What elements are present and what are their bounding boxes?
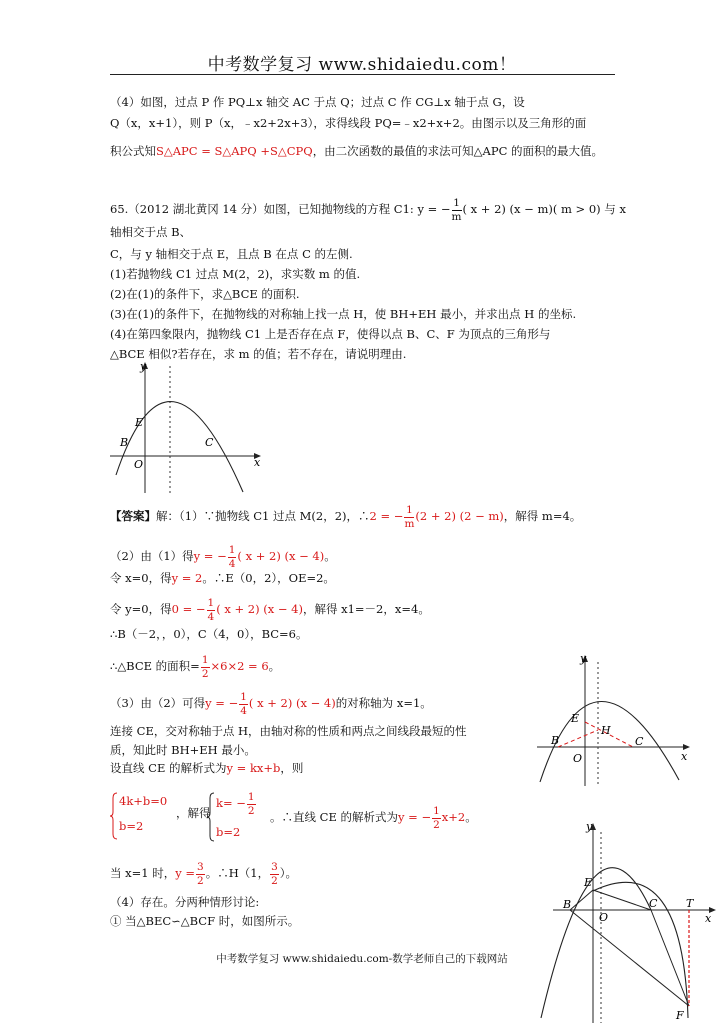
page-footer: 中考数学复习 www.shidaiedu.com-数学老师自己的下载网站 — [216, 953, 508, 965]
label-x: x — [705, 912, 712, 925]
answer-3 — [110, 572, 335, 586]
eq-part: ( x + 2) (x − 4) — [237, 549, 325, 563]
equation — [398, 805, 466, 831]
p4-line-1: （4）如图，过点 P 作 PQ⊥x 轴交 AC 于点 Q；过点 C 作 CG⊥x 轴于点 G，设 — [110, 95, 525, 109]
denominator: 4 — [240, 704, 247, 717]
q65-line-3: C，与 y 轴相交于点 E，且点 B 在点 C 的左侧. — [110, 247, 353, 261]
label-x: x — [681, 750, 688, 763]
answer-12: （4）存在。分两种情形讨论: — [110, 895, 260, 909]
figure-parabola-3 — [533, 818, 723, 1024]
equation — [200, 654, 269, 680]
fraction — [228, 545, 237, 569]
denominator: m — [451, 210, 462, 223]
fraction — [239, 692, 248, 716]
parabola-left — [541, 868, 651, 1018]
label-c: C — [205, 436, 214, 449]
q65-part-4-cont: △BCE 相似?若存在，求 m 的值；若不存在，请说明理由. — [110, 347, 407, 361]
fraction — [432, 806, 441, 830]
eq-part: y = — [175, 866, 196, 880]
page-header: 中考数学复习 www.shidaiedu.com！ — [207, 55, 517, 75]
area-formula: S△APC = S△APQ +S△CPQ — [156, 144, 313, 158]
numerator: 1 — [240, 691, 247, 703]
label-b: B — [120, 436, 129, 449]
numerator: 1 — [406, 504, 413, 516]
system1-eq1: 4k+b=0 — [119, 794, 168, 808]
fraction — [196, 862, 205, 886]
numerator: 1 — [433, 805, 440, 817]
fraction — [452, 198, 462, 222]
answer-text: 当 x=1 时， — [110, 866, 176, 880]
numerator: 1 — [228, 544, 236, 556]
eq-part: ×6×2 = 6 — [210, 659, 269, 673]
denominator: 4 — [228, 557, 236, 570]
fraction — [404, 505, 414, 529]
label-y: y — [586, 820, 593, 833]
eq-part: y = − — [193, 549, 227, 563]
numerator: 1 — [247, 791, 255, 803]
fraction — [207, 598, 216, 622]
denominator: 2 — [197, 874, 204, 887]
eq-part: ( x + 2) (x − 4) — [216, 602, 303, 616]
answer-tag: 【答案】 — [110, 509, 156, 523]
label-c: C — [635, 735, 644, 748]
equation — [175, 861, 205, 887]
equation — [205, 691, 336, 717]
answer-9: 质，知此时 BH+EH 最小。 — [110, 743, 256, 757]
answer-text: 设直线 CE 的解析式为 — [110, 761, 227, 775]
label-b: B — [551, 734, 560, 747]
numerator: 1 — [207, 597, 215, 609]
answer-2 — [110, 545, 336, 569]
label-y: y — [580, 652, 587, 665]
eq-part: 0 = − — [171, 602, 206, 616]
p4-line-2: Q（x，x+1），则 P（x，﹣x2+2x+3），求得线段 PQ=﹣x2+x+2。由图示以及三角形的面 — [110, 116, 587, 130]
answer-4 — [110, 598, 430, 622]
answer-text: 。 — [268, 659, 281, 673]
equation — [269, 861, 280, 887]
label-c: C — [649, 897, 658, 910]
eq-part: 2 = − — [369, 509, 404, 523]
fraction — [201, 655, 210, 679]
answer-text: 。 — [465, 810, 477, 824]
equation — [193, 544, 325, 570]
brace-icon — [207, 792, 215, 842]
equation — [171, 597, 303, 623]
eq-part: k= − — [216, 796, 246, 810]
label-o: O — [134, 458, 144, 471]
q65-text-b: ( x + 2) (x − m)( m > 0) 与 x — [462, 202, 626, 216]
fraction — [270, 862, 279, 886]
equation: y = 2 — [171, 571, 203, 585]
denominator: 2 — [247, 804, 255, 817]
answer-text: ，解得 m=4。 — [503, 509, 582, 523]
answer-text: ）。 — [279, 866, 298, 880]
answer-6 — [110, 655, 280, 679]
q65-part-3: (3)在(1)的条件下，在抛物线的对称轴上找一点 H，使 BH+EH 最小，并求出点 H 的坐标. — [110, 307, 577, 321]
numerator: 1 — [453, 197, 460, 209]
q65-line-1 — [110, 198, 626, 222]
answer-text: 解：（1）∵抛物线 C1 过点 M(2，2)，∴ — [156, 509, 370, 523]
answer-text: ∴△BCE 的面积= — [110, 659, 200, 673]
answer-text: ，则 — [280, 761, 304, 775]
answer-text: 的对称轴为 x=1。 — [335, 696, 432, 710]
label-h: H — [601, 724, 611, 737]
eq-part: (2 + 2) (2 − m) — [415, 509, 504, 523]
p4-text-end: ，由二次函数的最值的求法可知△APC 的面积的最大值。 — [312, 144, 604, 158]
line-ce-result — [270, 806, 477, 830]
answer-text: （2）由（1）得 — [110, 549, 194, 563]
system-solve-text: ，解得 — [176, 806, 211, 820]
denominator: m — [404, 517, 415, 530]
eq-part: x+2 — [441, 810, 466, 824]
fraction — [247, 792, 256, 816]
figure-parabola-2 — [533, 652, 703, 787]
answer-1 — [110, 505, 581, 529]
parabola-curve — [540, 701, 679, 782]
figure-parabola-1 — [108, 360, 268, 500]
segment-be — [570, 890, 593, 910]
label-y: y — [140, 360, 147, 373]
denominator: 2 — [433, 818, 440, 831]
label-o: O — [599, 911, 609, 924]
eq-part: y = − — [398, 810, 432, 824]
answer-text: 令 y=0，得 — [110, 602, 172, 616]
header-rule — [110, 74, 615, 75]
answer-8: 连接 CE，交对称轴于点 H，由轴对称的性质和两点之间线段最短的性 — [110, 724, 467, 738]
answer-text: ，解得 x1=－2，x=4。 — [302, 602, 430, 616]
label-f: F — [676, 1009, 684, 1022]
denominator: 2 — [271, 874, 278, 887]
brace-icon — [110, 792, 118, 840]
eq-part: ( x + 2) (x − 4) — [248, 696, 336, 710]
equation — [369, 504, 504, 530]
label-b: B — [563, 898, 572, 911]
answer-text: 。∴H（1， — [205, 866, 270, 880]
denominator: 2 — [201, 667, 209, 680]
p4-line-3 — [110, 145, 603, 159]
label-e: E — [135, 416, 144, 429]
answer-text: 令 x=0，得 — [110, 571, 172, 585]
answer-13: ① 当△BEC∽△BCF 时，如图所示。 — [110, 914, 300, 928]
segment-bh — [558, 730, 598, 747]
label-x: x — [254, 456, 261, 469]
q65-text: 65.（2012 湖北黄冈 14 分）如图，已知抛物线的方程 C1: y = − — [110, 202, 451, 216]
p4-text: 积公式知 — [110, 144, 156, 158]
q65-part-2: (2)在(1)的条件下，求△BCE 的面积. — [110, 287, 300, 301]
system1-eq2: b=2 — [119, 819, 144, 833]
answer-text: 。∴直线 CE 的解析式为 — [270, 810, 399, 824]
numerator: 1 — [201, 654, 209, 666]
numerator: 3 — [271, 861, 278, 873]
denominator: 4 — [207, 610, 215, 623]
q65-part-4: (4)在第四象限内，抛物线 C1 上是否存在点 F，使得以点 B、C、F 为顶点的三角形与 — [110, 327, 551, 341]
answer-5: ∴B（－2，，0），C（4，0），BC=6。 — [110, 627, 308, 641]
numerator: 3 — [197, 861, 204, 873]
system2-eq2: b=2 — [216, 825, 241, 839]
label-o: O — [573, 752, 583, 765]
answer-7 — [110, 692, 432, 716]
answer-text: 。 — [324, 549, 336, 563]
label-e: E — [571, 712, 580, 725]
equation: y = kx+b — [226, 761, 281, 775]
answer-10 — [110, 762, 303, 776]
system2-eq1 — [216, 792, 257, 816]
label-t: T — [686, 897, 694, 910]
answer-11 — [110, 862, 297, 886]
label-e: E — [584, 876, 593, 889]
q65-line-2: 轴相交于点 B、 — [110, 225, 192, 239]
eq-part: y = − — [205, 696, 239, 710]
answer-text: 。∴E（0，2），OE=2。 — [202, 571, 335, 585]
answer-text: （3）由（2）可得 — [110, 696, 206, 710]
q65-part-1: (1)若抛物线 C1 过点 M(2，2)，求实数 m 的值. — [110, 267, 361, 281]
